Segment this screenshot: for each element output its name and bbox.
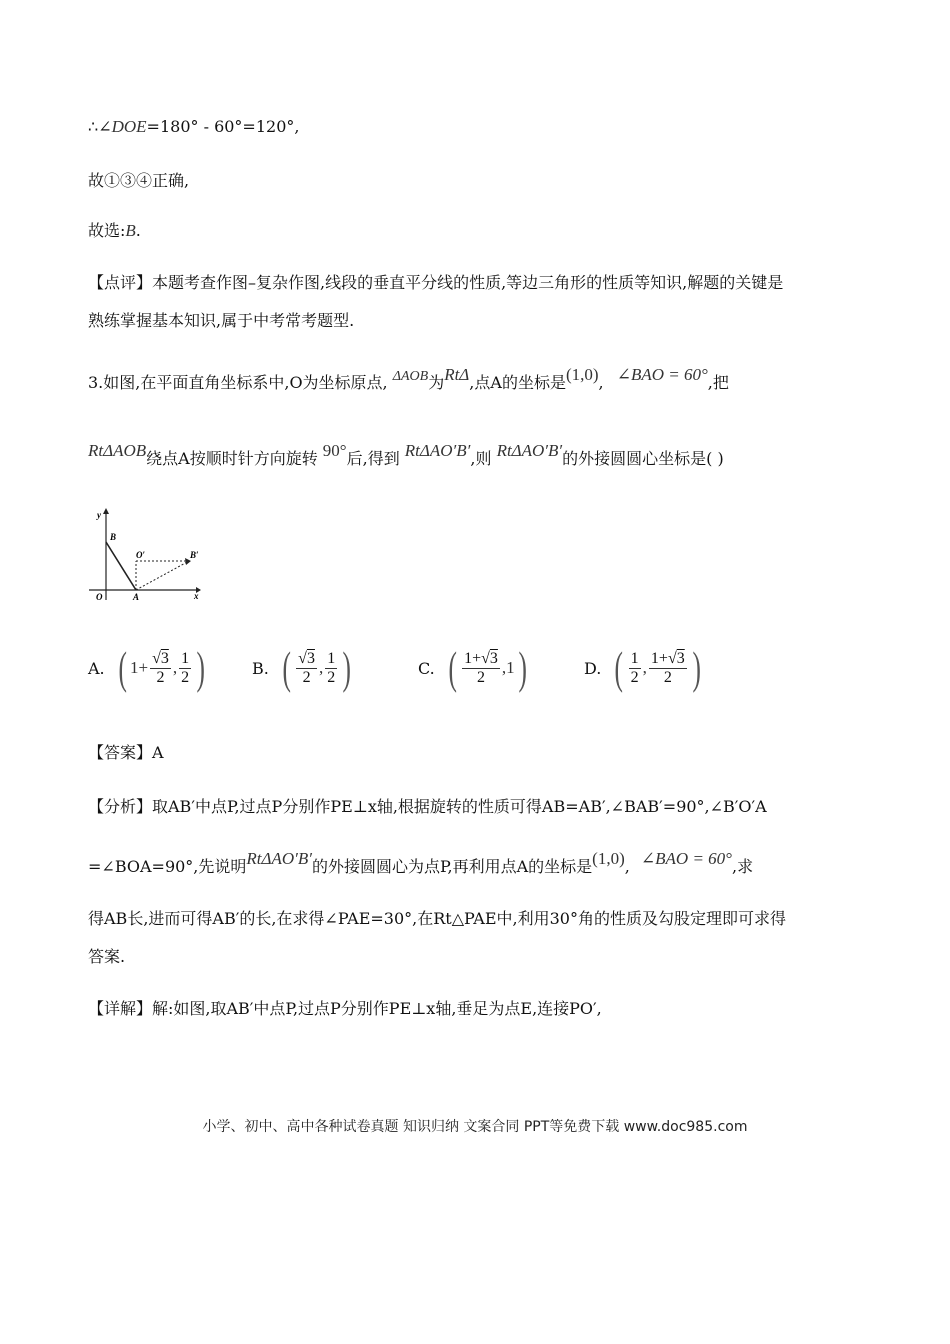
option-b[interactable]: B. ( $\frac{√3}{2}$ , $\frac{1}{2}$ ) xyxy=(252,642,352,693)
comment-line-1: 【点评】本题考查作图–复杂作图,线段的垂直平分线的性质,等边三角形的性质等知识,解题的关键是 xyxy=(88,273,784,292)
derivation-line: ∴∠DOE=180° - 60°=120°, xyxy=(88,117,300,136)
detail-line: 【详解】解:如图,取AB′中点P,过点P分别作PE⊥x轴,垂足为点E,连接PO′, xyxy=(88,999,602,1018)
y-arrow-icon xyxy=(103,508,109,514)
analysis-line-1: 【分析】取AB′中点P,过点P分别作PE⊥x轴,根据旋转的性质可得AB=AB′,∠BAB′=90°,∠B′O′A xyxy=(88,797,767,816)
fraction: $\frac{1}{2}$ xyxy=(327,649,336,686)
choice-line: 故选:B. xyxy=(88,221,141,240)
option-d[interactable]: D. ( $\frac{1}{2}$ , $\frac{1+√3}{2}$ ) xyxy=(584,642,701,693)
label-y: y xyxy=(97,510,101,520)
fraction: $\frac{√3}{2}$ xyxy=(298,649,315,686)
answer-line: 【答案】A xyxy=(88,743,164,762)
comment-line-2: 熟练掌握基本知识,属于中考常考题型. xyxy=(88,311,355,330)
option-c[interactable]: C. ( $\frac{1+√3}{2}$ , 1 ) xyxy=(418,642,527,693)
conclusion-line: 故①③④正确, xyxy=(88,171,190,190)
fraction: $\frac{√3}{2}$ xyxy=(152,649,169,686)
label-b: B xyxy=(110,532,117,542)
analysis-line-4: 答案. xyxy=(88,947,126,966)
fraction: $\frac{1+√3}{2}$ xyxy=(464,649,498,686)
question-line-2: RtΔAOB绕点A按顺时针方向旋转 90°后,得到 RtΔAO′B′,则 RtΔAO′B′的外接圆圆心坐标是( ) xyxy=(88,441,724,468)
fraction: $\frac{1+√3}{2}$ xyxy=(650,649,685,686)
label-b2: B′ xyxy=(190,550,199,560)
fraction: $\frac{1}{2}$ xyxy=(181,649,190,686)
coordinate-figure xyxy=(84,506,204,602)
segment-ab2 xyxy=(136,561,189,590)
fraction: $\frac{1}{2}$ xyxy=(630,649,639,686)
question-line-1: 3.如图,在平面直角坐标系中,O为坐标原点, ΔAOB为RtΔ,点A的坐标是(1,0), ∠BAO = 60°,把 xyxy=(88,365,729,392)
analysis-line-2: =∠BOA=90°,先说明RtΔAO′B′的外接圆圆心为点P,再利用点A的坐标是(1,0), ∠BAO = 60°,求 xyxy=(88,849,754,876)
analysis-line-3: 得AB长,进而可得AB′的长,在求得∠PAE=30°,在Rt△PAE中,利用30°角的性质及勾股定理即可求得 xyxy=(88,909,786,928)
label-o: O xyxy=(96,592,103,602)
option-a[interactable]: A. ( 1 + $\frac{√3}{2}$ , $\frac{1}{2}$ ) xyxy=(88,642,205,693)
label-a: A xyxy=(133,592,140,602)
segment-ab xyxy=(106,542,136,590)
label-x: x xyxy=(194,591,199,601)
label-o2: O′ xyxy=(136,550,146,560)
page-footer: 小学、初中、高中各种试卷真题 知识归纳 文案合同 PPT等免费下载 www.doc985.com xyxy=(202,1119,748,1135)
